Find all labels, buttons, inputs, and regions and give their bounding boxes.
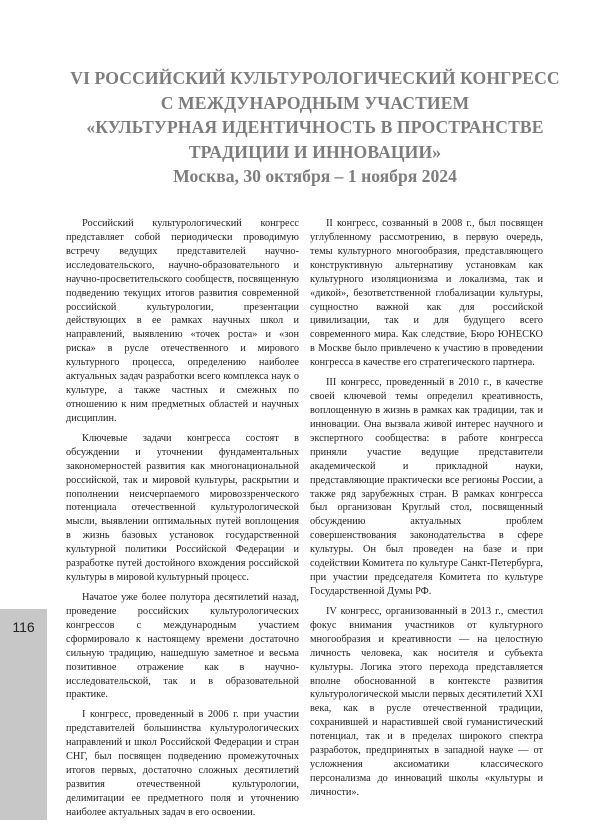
page-number-tab [0,609,47,820]
congress-place-date: Москва, 30 октября – 1 ноября 2024 [173,166,457,186]
left-text-column [66,217,299,826]
paragraph: Ключевые задачи конгресса состоят в обсуждении и уточнении фундаментальных закономерностей развития как многонациональной российской, так и мировой культуры, раскрытии и пополнении неисчерпаемого мировоззренческого потенциала отечественной культурологической мысли, выявлении оптимальных путей воплощения в жизнь базовых установок государственной культурной политики Российской Федерации и разработке путей достойного вхождения российской культуры в мировой культурный процесс. [66,432,299,584]
paragraph: IV конгресс, организованный в 2013 г., сместил фокус внимания участников от культурного многообразия и креативности — на целостную личность человека, как носителя и субъекта культуры. Логика этого перехода представляется вполне обоснованной в контексте развития культурологической мысли первых десятилетий XXI века, как в русле отечественной традиции, сохранившей и нарастившей свой гуманистический потенциал, так и в пределах широкого спектра разработок, предпринятых в западной науке — от усложнения аксиоматики классического персонализма до инноваций школы «культуры и личности». [310,605,543,798]
paragraph: Российский культурологический конгресс представляет собой периодически проводимую встречу ведущих представителей научно-исследовательского, научно-образовательного и научно-просветительского сообществ, посвященную подведению текущих итогов развития современной российской культурологии, презентации действующих в ее рамках научных школ и направлений, выявлению «точек роста» и «зон риска» в русле отечественного и мирового культурного процесса, определению наиболее актуальных задач разработки всего комплекса наук о культуре, а также частных и смежных по отношению к ним предметных областей и научных дисциплин. [66,218,299,424]
paragraph: III конгресс, проведенный в 2010 г., в качестве своей ключевой темы определил креативность, воплощенную в жизнь в рамках как традиции, так и инновации. Она вызвала живой интерес научного и экспертного сообщества: в работе конгресса приняли участие ведущие представители академической и прикладной науки, представляющие практически все регионы России, а также ряд зарубежных стран. В рамках конгресса был организован Круглый стол, посвященный обсуждению актуальных проблем совершенствования законодательства в сфере культуры. Он был проведен на базе и при содействии Комитета по культуре Санкт-Петербурга, при участии председателя Комитета по культуре Государственной Думы РФ. [310,377,543,597]
congress-title-line-4: ТРАДИЦИИ И ИННОВАЦИИ» [188,141,442,162]
paragraph: I конгресс, проведенный в 2006 г. при участии представителей большинства культурологических направлений и школ Российской Федерации и стран СНГ, был посвящен подведению промежуточных итогов первых, достаточно сложных десятилетий развития отечественной культурологии, делимитации ее предметного поля и уточнению наиболее актуальных задач в его освоении. [66,709,299,818]
right-text-column [310,217,543,806]
page-number: 116 [12,619,35,635]
congress-title-line-3: «КУЛЬТУРНАЯ ИДЕНТИЧНОСТЬ В ПРОСТРАНСТВЕ [86,117,544,137]
paragraph: Начатое уже более полутора десятилетий назад, проведение российских культурологических конгрессов с международным участием сформировало к настоящему времени достаточно сильную традицию, нашедшую заметное и весьма позитивное отражение как в научно-исследовательской, так и в образовательной практике. [66,591,299,701]
article-header [50,66,580,188]
paragraph: II конгресс, созванный в 2008 г., был посвящен углубленному рассмотрению, в первую очередь, темы культурного многообразия, представляющего конструктивную альтернативу установкам как культурного изоляционизма и локализма, так и «дикой», безответственной глобализации культуры, сущностно важной как для российской цивилизации, так и для будущего всего современного мира. Как следствие, Бюро ЮНЕСКО в Москве было привлечено к участию в проведении конгресса в качестве его стратегического партнера. [310,218,543,369]
congress-title-line-2: С МЕЖДУНАРОДНЫМ УЧАСТИЕМ [160,92,470,113]
congress-title-line-1: VI РОССИЙСКИЙ КУЛЬТУРОЛОГИЧЕСКИЙ КОНГРЕСС [70,68,560,88]
